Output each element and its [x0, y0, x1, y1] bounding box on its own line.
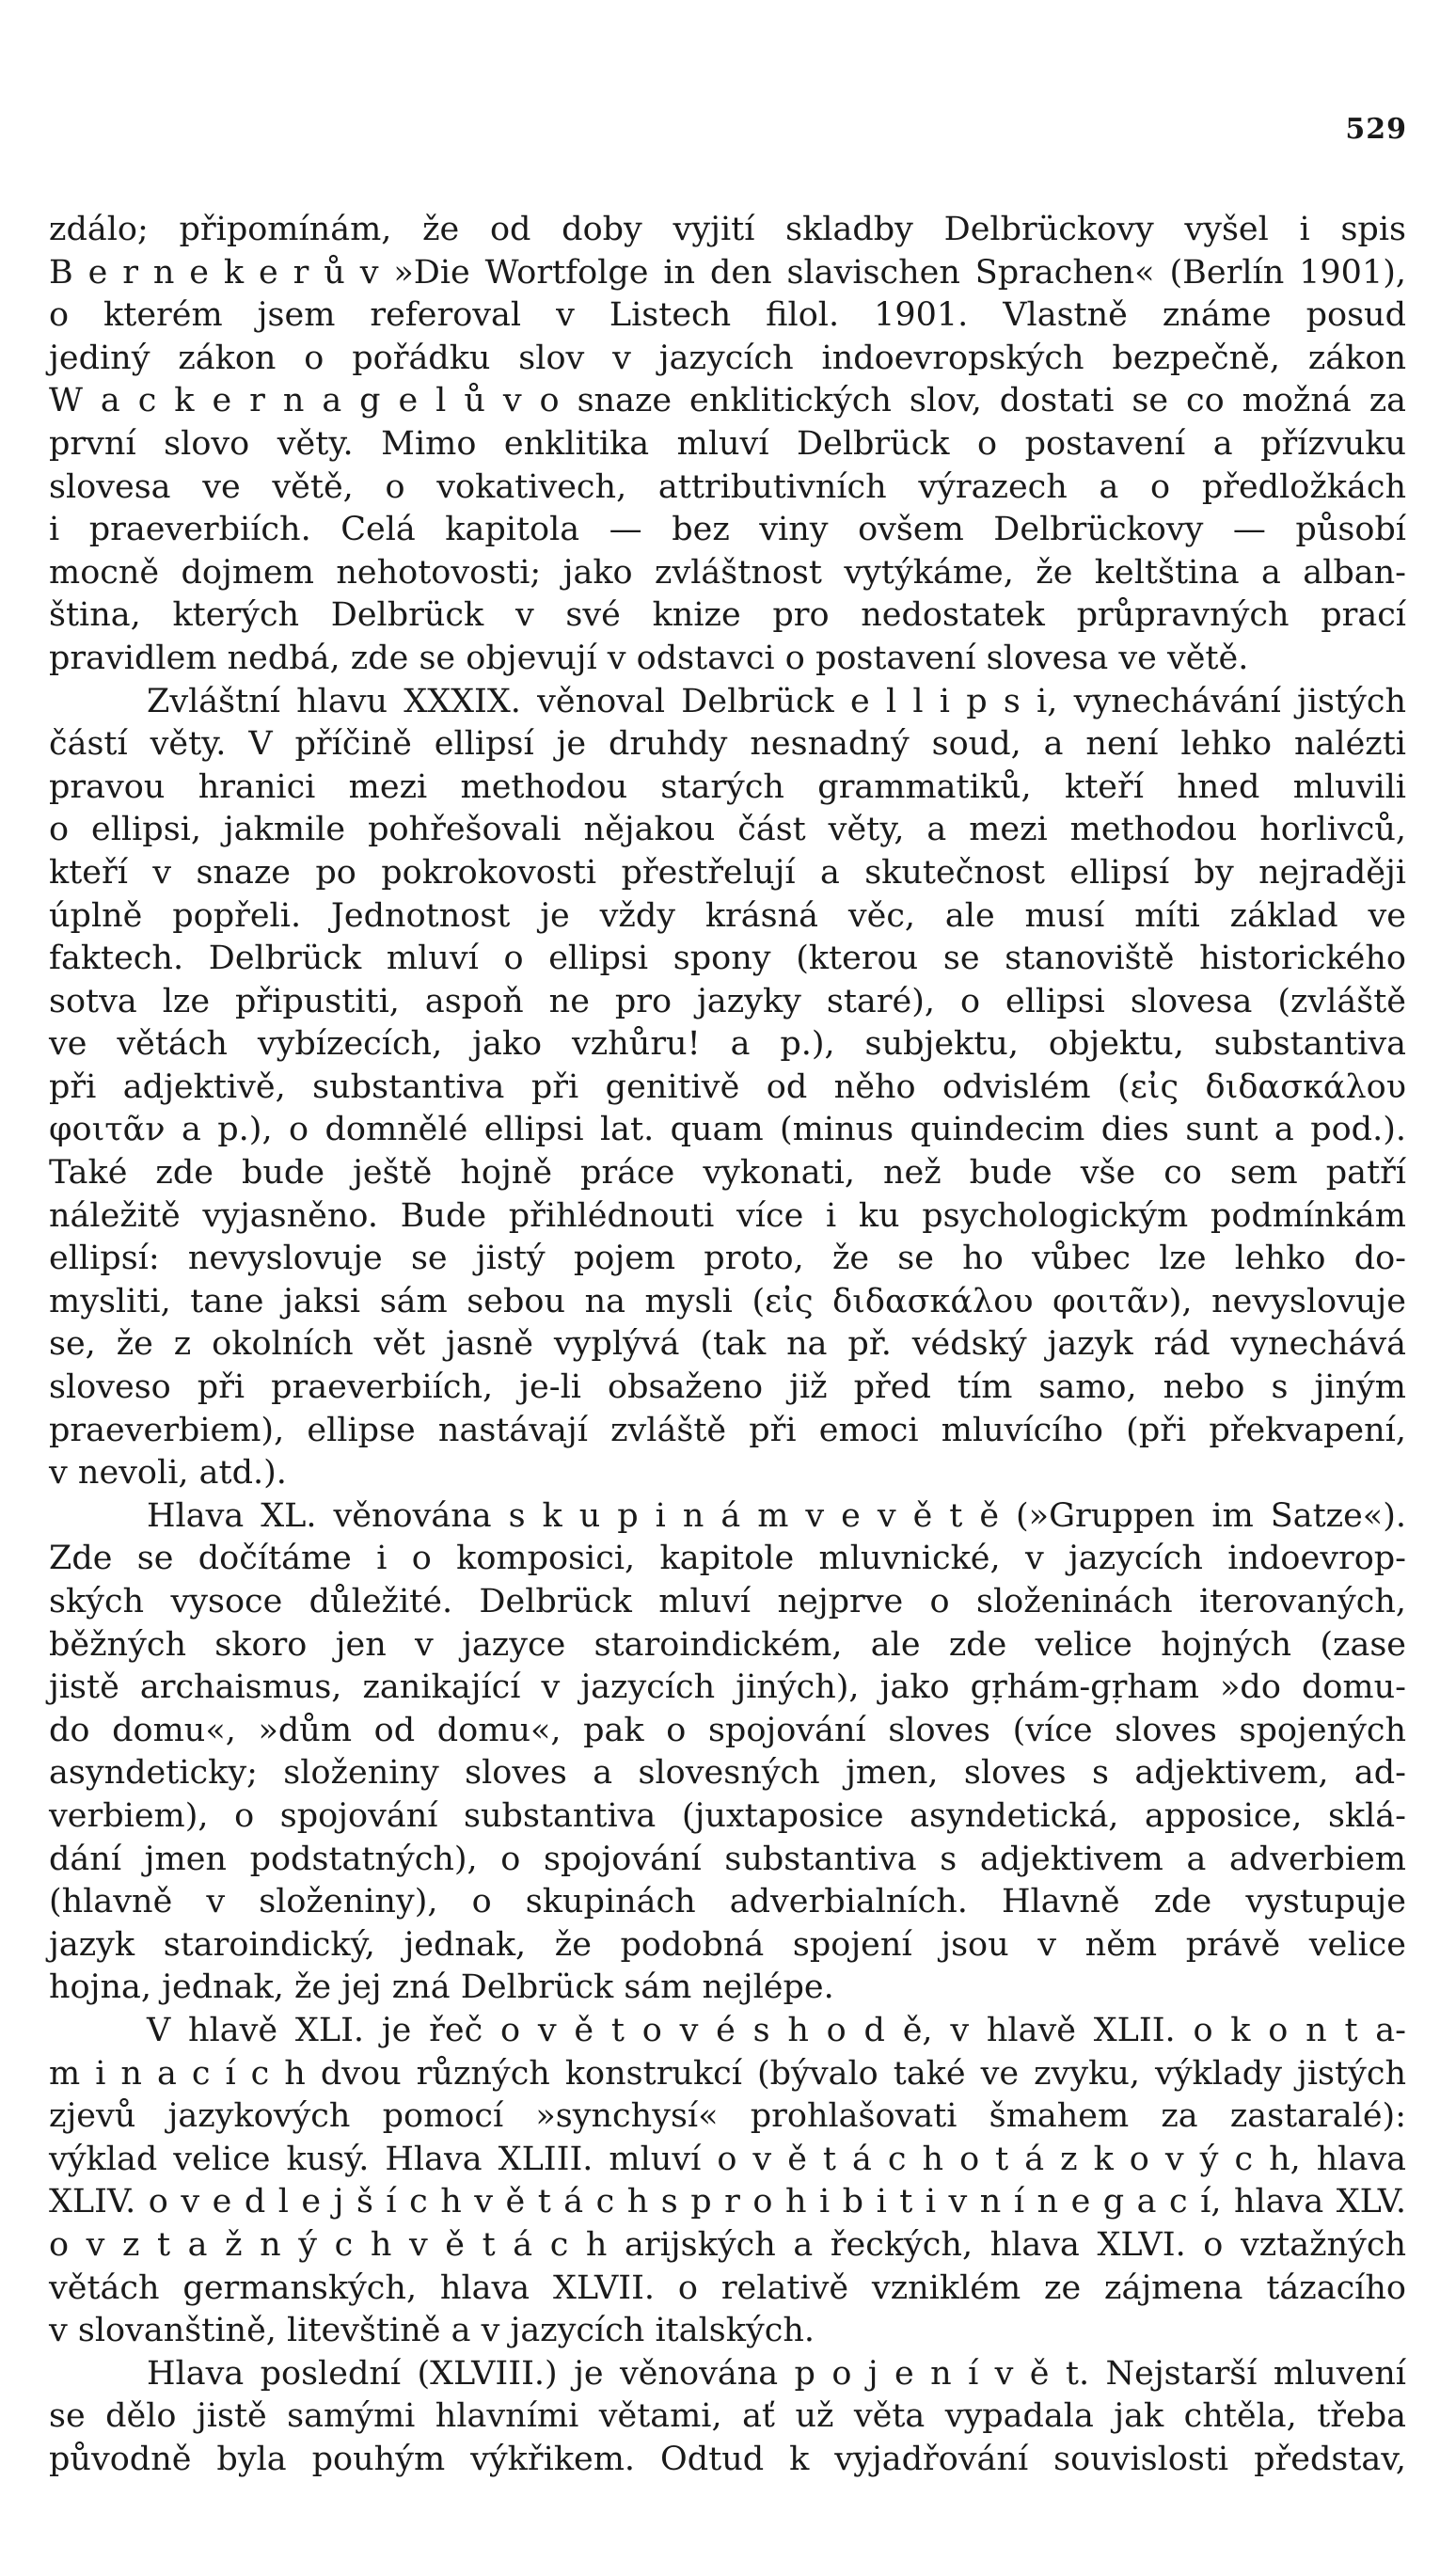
text-line: ellipsí: nevyslovuje se jistý pojem proto, že se ho vůbec lze lehko do- — [49, 1240, 1406, 1278]
text-line: zjevů jazykových pomocí »synchysí« prohlašovati šmahem za zastaralé): — [49, 2097, 1406, 2136]
text-line: běžných skoro jen v jazyce staroindickém, ale zde velice hojných (zase — [49, 1625, 1406, 1664]
text-line: pravou hranici mezi methodou starých grammatiků, kteří hned mluvili — [49, 767, 1406, 806]
text-line: Hlava poslední (XLVIII.) je věnována p o j e n í v ě t. Nejstarší mluvení — [147, 2354, 1406, 2393]
text-line: asyndeticky; složeniny sloves a slovesných jmen, sloves s adjektivem, ad- — [49, 1754, 1406, 1793]
text-line: m i n a c í c h dvou různých konstrukcí (bývalo také ve zvyku, výklady jistých — [49, 2054, 1406, 2093]
text-line: W a c k e r n a g e l ů v o snaze enklitických slov, dostati se co možná za — [49, 382, 1406, 420]
text-line: náležitě vyjasněno. Bude přihlédnouti více i ku psychologickým podmínkám — [49, 1196, 1406, 1235]
text-line: se dělo jistě samými hlavními větami, ať už věta vypadala jak chtěla, třeba — [49, 2397, 1406, 2436]
text-line: faktech. Delbrück mluví o ellipsi spony (kterou se stanoviště historického — [49, 940, 1406, 978]
text-line: původně byla pouhým výkřikem. Odtud k vyjadřování souvislosti představ, — [49, 2440, 1406, 2478]
text-line: pravidlem nedbá, zde se objevují v odstavci o postavení slovesa ve větě. — [49, 639, 1249, 677]
text-line: částí věty. V příčině ellipsí je druhdy nesnadný soud, a není lehko nalézti — [49, 725, 1406, 764]
text-line: praeverbiem), ellipse nastávají zvláště při emoci mluvícího (při překvapení, — [49, 1411, 1406, 1449]
text-line: dání jmen podstatných), o spojování substantiva s adjektivem a adverbiem — [49, 1840, 1406, 1878]
text-line: sotva lze připustiti, aspoň ne pro jazyky staré), o ellipsi slovesa (zvláště — [49, 982, 1406, 1020]
text-line: slovesa ve větě, o vokativech, attributivních výrazech a o předložkách — [49, 467, 1406, 506]
text-line: Také zde bude ještě hojně práce vykonati, než bude vše co sem patří — [49, 1154, 1406, 1193]
text-line: výklad velice kusý. Hlava XLIII. mluví o v ě t á c h o t á z k o v ý c h, hlava — [49, 2140, 1406, 2178]
text-line: Hlava XL. věnována s k u p i n á m v e v ě t ě (»Gruppen im Satze«). — [147, 1496, 1406, 1535]
text-line: se, že z okolních vět jasně vyplývá (tak na př. védský jazyk rád vynechává — [49, 1325, 1406, 1364]
body-text — [49, 209, 1406, 2481]
text-line: při adjektivě, substantiva při genitivě od něho odvislém (εἰς διδασκάλου — [49, 1067, 1406, 1106]
text-line: mocně dojmem nehotovosti; jako zvláštnost vytýkáme, že keltština a alban- — [49, 553, 1406, 592]
text-line: i praeverbiích. Celá kapitola — bez viny ovšem Delbrückovy — působí — [49, 511, 1406, 549]
text-line: XLIV. o v e d l e j š í c h v ě t á c h s p r o h i b i t i v n í n e g a c í, hlava XLV. — [49, 2183, 1406, 2221]
text-line: větách germanských, hlava XLVII. o relativě vzniklém ze zájmena tázacího — [49, 2268, 1406, 2307]
text-line: hojna, jednak, že jej zná Delbrück sám nejlépe. — [49, 1968, 834, 2007]
page-number: 529 — [1345, 113, 1407, 146]
text-line: zdálo; připomínám, že od doby vyjití skladby Delbrückovy vyšel i spis — [49, 211, 1406, 248]
text-line: mysliti, tane jaksi sám sebou na mysli (εἰς διδασκάλου φοιτᾶν), nevyslovuje — [49, 1282, 1406, 1320]
text-line: v slovanštině, litevštině a v jazycích italských. — [49, 2312, 815, 2350]
text-line: ve větách vybízecích, jako vzhůru! a p.), subjektu, objektu, substantiva — [49, 1025, 1406, 1064]
text-line: jediný zákon o pořádku slov v jazycích indoevropských bezpečně, zákon — [49, 339, 1406, 377]
text-line: kteří v snaze po pokrokovosti přestřelují a skutečnost ellipsí by nejraději — [49, 853, 1406, 892]
text-line: o ellipsi, jakmile pohřešovali nějakou část věty, a mezi methodou horlivců, — [49, 811, 1406, 849]
text-line: (hlavně v složeniny), o skupinách adverbialních. Hlavně zde vystupuje — [49, 1883, 1406, 1921]
text-line: B e r n e k e r ů v »Die Wortfolge in den slavischen Sprachen« (Berlín 1901), — [49, 253, 1406, 292]
text-line: ština, kterých Delbrück v své knize pro nedostatek průpravných prací — [49, 596, 1406, 635]
text-line: verbiem), o spojování substantiva (juxtaposice asyndetická, apposice, sklá- — [49, 1796, 1406, 1835]
text-line: Zde se dočítáme i o komposici, kapitole mluvnické, v jazycích indoevrop- — [49, 1540, 1406, 1578]
text-line: φοιτᾶν a p.), o domnělé ellipsi lat. quam (minus quindecim dies sunt a pod.). — [49, 1111, 1406, 1149]
text-line: jazyk staroindický, jednak, že podobná spojení jsou v něm právě velice — [49, 1925, 1406, 1964]
text-line: o kterém jsem referoval v Listech filol. 1901. Vlastně známe posud — [49, 296, 1406, 335]
text-line: sloveso při praeverbiích, je-li obsaženo již před tím samo, nebo s jiným — [49, 1368, 1406, 1407]
text-line: o v z t a ž n ý c h v ě t á c h arijských a řeckých, hlava XLVI. o vztažných — [49, 2225, 1406, 2264]
text-line: první slovo věty. Mimo enklitika mluví Delbrück o postavení a přízvuku — [49, 424, 1406, 463]
text-line: ských vysoce důležité. Delbrück mluví nejprve o složeninách iterovaných, — [49, 1583, 1406, 1620]
text-line: úplně popřeli. Jednotnost je vždy krásná věc, ale musí míti základ ve — [49, 896, 1406, 935]
text-line: jistě archaismus, zanikající v jazycích jiných), jako gṛhám-gṛham »do domu- — [49, 1668, 1406, 1707]
text-line: do domu«, »dům od domu«, pak o spojování sloves (více sloves spojených — [49, 1711, 1406, 1749]
text-line: V hlavě XLI. je řeč o v ě t o v é s h o d ě, v hlavě XLII. o k o n t a- — [147, 2011, 1406, 2049]
text-line: v nevoli, atd.). — [49, 1454, 287, 1493]
text-line: Zvláštní hlavu XXXIX. věnoval Delbrück e l l i p s i, vynechávání jistých — [147, 682, 1406, 720]
